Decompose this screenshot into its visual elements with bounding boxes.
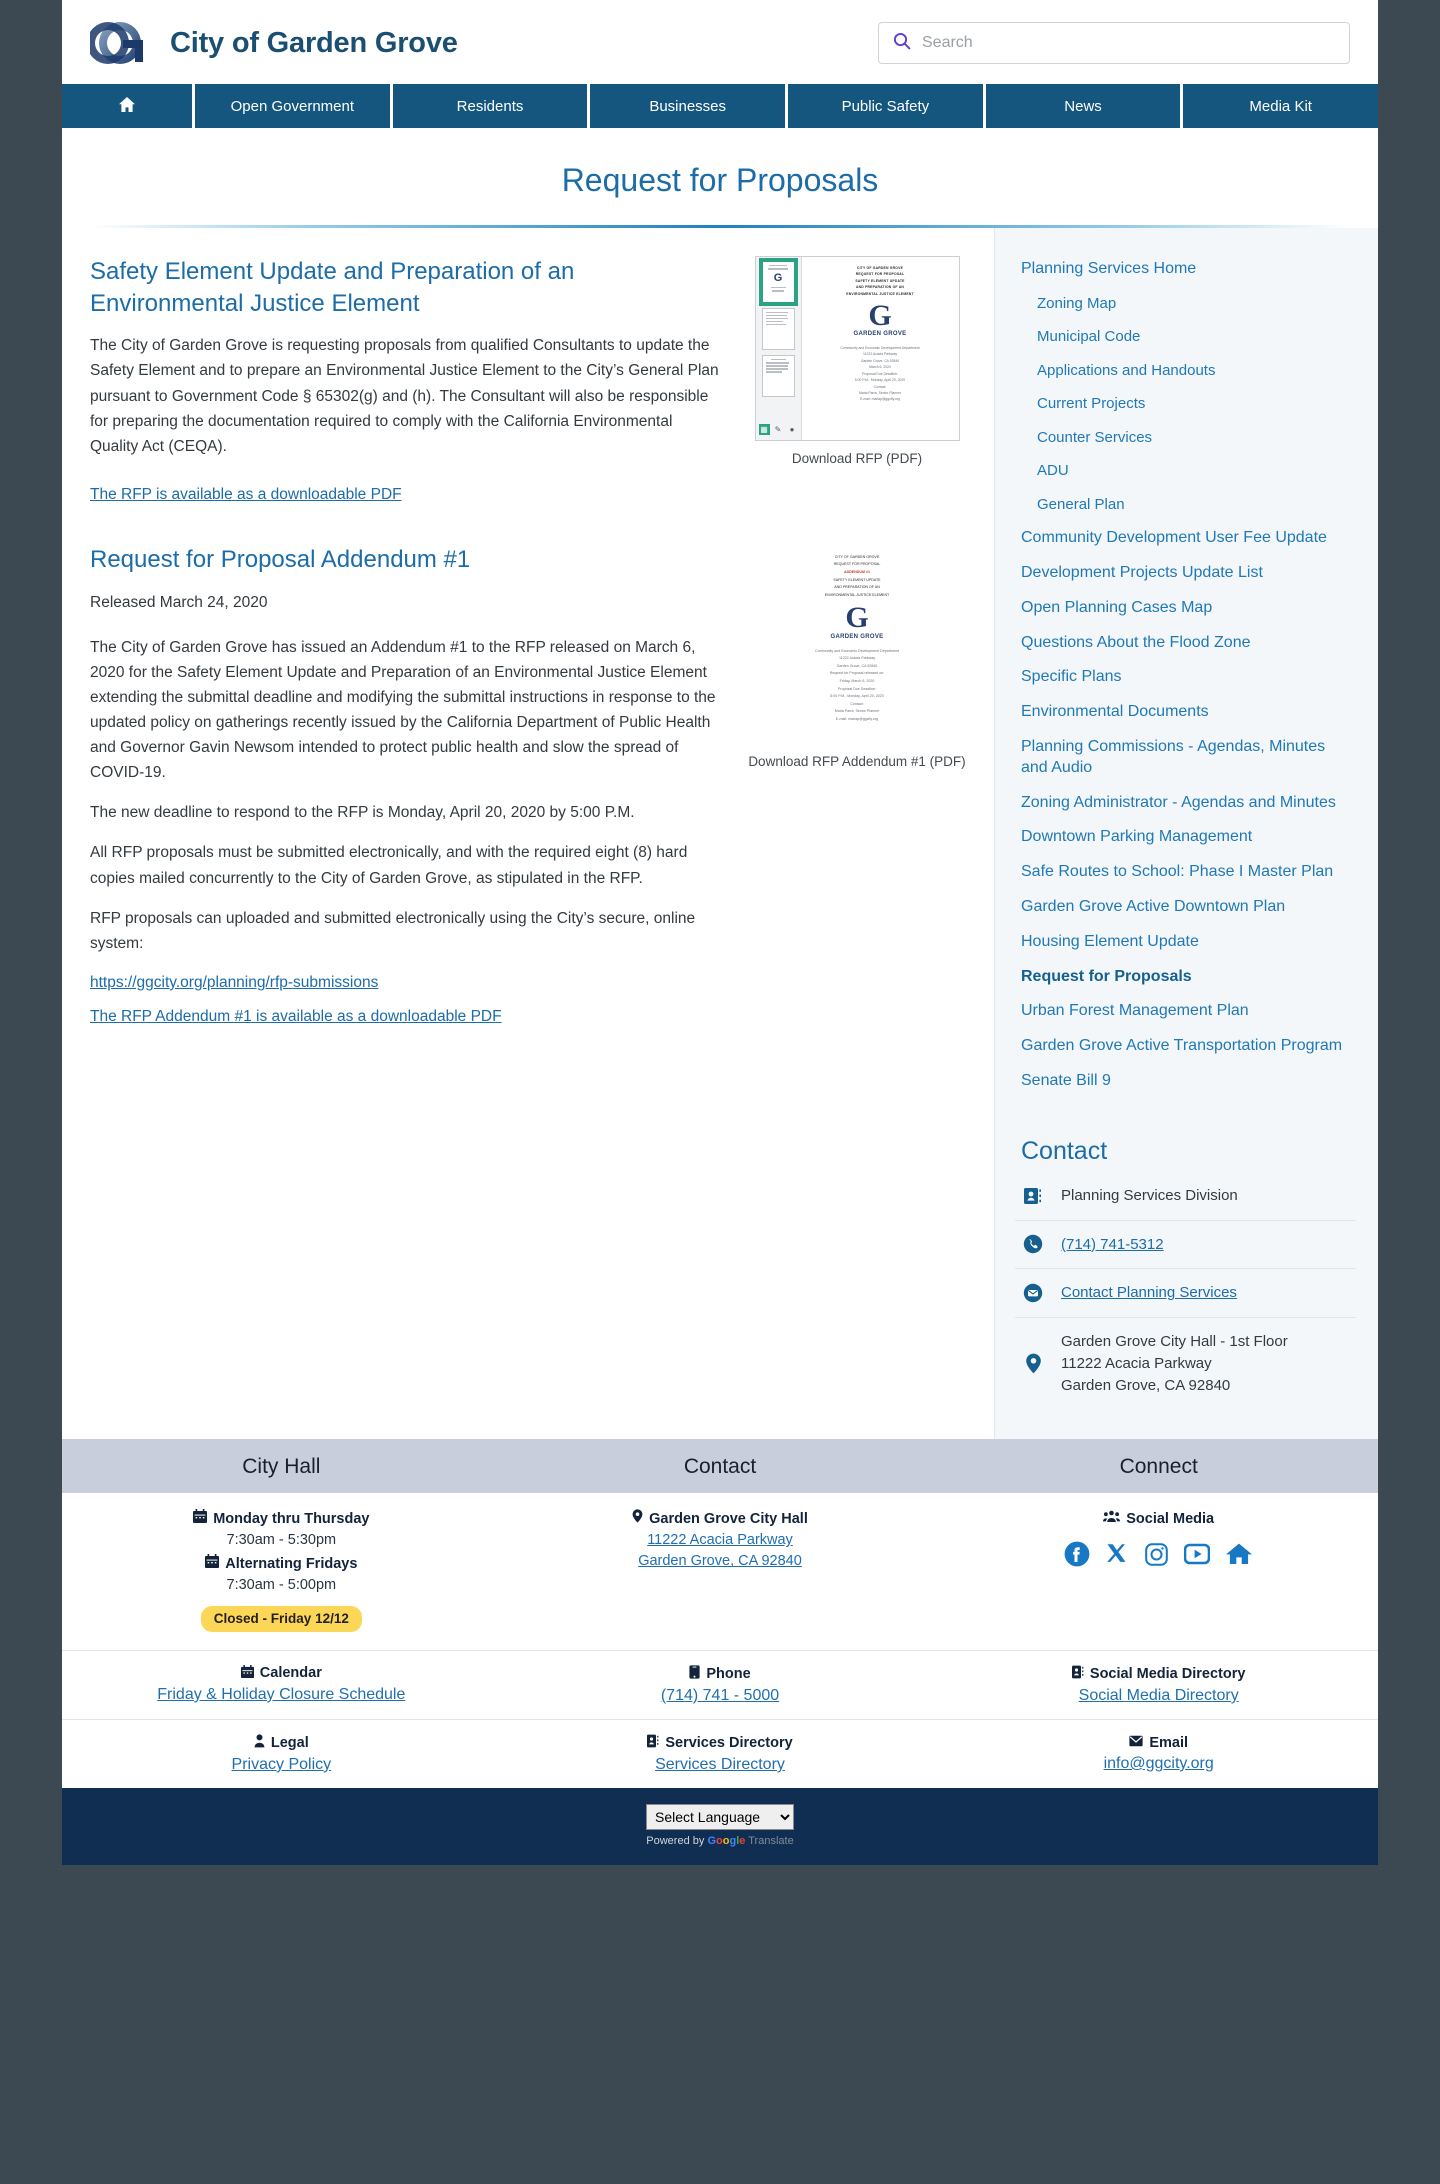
page-bottom-spacer [62, 1865, 1378, 1919]
instagram-icon[interactable] [1144, 1542, 1169, 1574]
sidebar [994, 228, 1378, 1439]
sidebar-item-7[interactable]: General Plan [1037, 495, 1125, 513]
search-container [878, 22, 1350, 64]
list-item [1015, 994, 1356, 1029]
calendar-icon [193, 1509, 207, 1530]
city-logo-icon [90, 18, 156, 68]
pdf-deadline: 5:00 P.M., Monday, April 20, 2020 [854, 378, 906, 383]
sidebar-item-1[interactable]: Zoning Map [1037, 294, 1117, 312]
addendum-line-3: SAFETY ELEMENT UPDATE [833, 577, 881, 582]
list-item [1015, 890, 1356, 925]
calendar-icon [241, 1665, 254, 1682]
footer-calendar-title-row [241, 1665, 322, 1682]
nav-item-1[interactable]: Residents [393, 84, 588, 128]
nav-item-0[interactable]: Open Government [195, 84, 390, 128]
nav-item-4[interactable]: News [986, 84, 1181, 128]
list-item [1015, 786, 1356, 821]
footer-days1 [193, 1509, 369, 1530]
sidebar-item-5[interactable]: Counter Services [1037, 428, 1153, 446]
sidebar-item-23[interactable]: Senate Bill 9 [1021, 1072, 1111, 1090]
page-container [62, 0, 1378, 1439]
article-addendum-paragraph-3: RFP proposals can uploaded and submitted electronically using the City’s secure, online system: [90, 909, 696, 952]
list-item [1015, 591, 1356, 626]
sidebar-item-10[interactable]: Open Planning Cases Map [1021, 598, 1213, 616]
status-badge: Closed - Friday 12/12 [201, 1606, 362, 1632]
sidebar-item-2[interactable]: Municipal Code [1037, 328, 1141, 346]
youtube-icon[interactable] [1184, 1543, 1210, 1572]
footer-services-directory-title-row [647, 1734, 792, 1752]
footer-social-directory-title-row [1072, 1665, 1246, 1683]
list-item [1015, 387, 1356, 421]
contact-phone-row [1015, 1221, 1356, 1270]
footer-email-link[interactable]: info@ggcity.org [1103, 1754, 1214, 1772]
article-addendum [90, 544, 972, 1026]
article-rfp-text [90, 256, 724, 504]
envelope-icon [1021, 1283, 1045, 1303]
content-area [62, 228, 1378, 1439]
contact-phone-link[interactable]: (714) 741-5312 [1061, 1235, 1164, 1253]
pdf-dept: Community and Economic Development Department [840, 345, 920, 350]
sidebar-item-4[interactable]: Current Projects [1037, 395, 1146, 413]
addendum-line-4: AND PREPARATION OF AN [834, 585, 880, 590]
footer-phone-title-row [689, 1665, 750, 1683]
footer-phone-link[interactable]: (714) 741 - 5000 [660, 1686, 780, 1704]
sidebar-contact-title: Contact [1021, 1136, 1108, 1165]
contact-card-icon [1021, 1186, 1045, 1206]
footer-connect-col [939, 1509, 1378, 1632]
article-rfp-thumbnail[interactable] [742, 256, 972, 468]
sidebar-item-18[interactable]: Garden Grove Active Downtown Plan [1021, 898, 1286, 916]
nav-item-3[interactable]: Public Safety [788, 84, 983, 128]
pdf-preview-widget[interactable] [755, 256, 960, 441]
phone-icon [1021, 1234, 1045, 1254]
pdf-more-icon[interactable]: ● [789, 425, 795, 434]
footer-social-directory-link[interactable]: Social Media Directory [1078, 1686, 1239, 1704]
pdf-deadline-label: Proposal Due Deadline: [862, 371, 898, 376]
footer-address-line2[interactable]: Garden Grove, CA 92840 [638, 1553, 802, 1570]
contact-email-row [1015, 1269, 1356, 1318]
addendum-line-2: REQUEST FOR PROPOSAL [833, 562, 881, 567]
phone-icon [689, 1665, 700, 1683]
footer-cityhall-place [632, 1509, 808, 1530]
article-addendum-download-link[interactable]: The RFP Addendum #1 is available as a downloadable PDF [90, 1007, 502, 1025]
nav-home[interactable] [62, 84, 192, 128]
nav-item-5[interactable]: Media Kit [1183, 84, 1378, 128]
sidebar-item-19[interactable]: Housing Element Update [1021, 932, 1199, 950]
footer-address-line1[interactable]: 11222 Acacia Parkway [647, 1532, 793, 1549]
list-item [1015, 521, 1356, 556]
pdf-page-thumb-2[interactable] [762, 308, 795, 350]
list-item [1015, 252, 1356, 287]
contact-address-line3: Garden Grove, CA 92840 [1061, 1376, 1231, 1394]
pdf-line-4: AND PREPARATION OF AN [855, 285, 905, 290]
addendum-doc-preview[interactable] [755, 544, 960, 744]
translate-word: Translate [748, 1834, 794, 1847]
sidebar-item-17[interactable]: Safe Routes to School: Phase I Master Plan [1021, 863, 1334, 881]
addendum-badge: ADDENDUM #1 [844, 569, 870, 574]
footer-email-title-row [1129, 1735, 1188, 1751]
brand-title: City of Garden Grove [170, 26, 458, 59]
pdf-email: E-mail: mariap@ggcity.org [860, 397, 900, 402]
footer-days2-label: Alternating Fridays [225, 1556, 358, 1573]
footer-services-directory-cell [501, 1734, 940, 1774]
home-icon [118, 96, 136, 117]
pdf-page-thumb-1[interactable]: G [762, 261, 795, 303]
sidebar-item-8[interactable]: Community Development User Fee Update [1021, 529, 1327, 547]
sidebar-item-11[interactable]: Questions About the Flood Zone [1021, 633, 1251, 651]
id-card-icon [1072, 1665, 1084, 1683]
footer-link-row-1 [62, 1651, 1378, 1720]
search-icon [893, 32, 911, 55]
list-item [1015, 287, 1356, 321]
footer-main-row [62, 1493, 1378, 1651]
social-icon-row [939, 1541, 1378, 1574]
pdf-toolbar[interactable] [759, 424, 798, 436]
article-addendum-heading: Request for Proposal Addendum #1 [90, 545, 471, 573]
sidebar-item-21[interactable]: Urban Forest Management Plan [1021, 1002, 1249, 1020]
pdf-logo-text: GARDEN GROVE [853, 331, 907, 338]
footer-calendar-title: Calendar [259, 1665, 322, 1682]
footer-social-label: Social Media [1126, 1511, 1215, 1528]
article-addendum-released: Released March 24, 2020 [90, 593, 268, 611]
pdf-date: March 6, 2020 [869, 365, 891, 370]
list-item [1015, 488, 1356, 522]
article-rfp [90, 256, 972, 504]
sidebar-item-0[interactable]: Planning Services Home [1021, 260, 1197, 277]
user-icon [254, 1734, 265, 1752]
addendum-contact-label: Contact: [850, 701, 864, 706]
list-item [1015, 421, 1356, 455]
sidebar-item-22[interactable]: Garden Grove Active Transportation Program [1021, 1037, 1343, 1055]
footer-legal-title-row [254, 1734, 309, 1752]
envelope-icon [1129, 1735, 1143, 1751]
footer-social-label-row [1103, 1509, 1214, 1530]
list-item [1015, 1064, 1356, 1099]
footer-days1-label: Monday thru Thursday [213, 1511, 370, 1528]
article-rfp-download-link[interactable]: The RFP is available as a downloadable PDF [90, 485, 402, 503]
main-navigation [62, 84, 1378, 128]
footer-phone-cell [501, 1665, 940, 1705]
list-item [1015, 695, 1356, 730]
footer-link-row-2 [62, 1720, 1378, 1788]
footer-heading-city-hall: City Hall [242, 1455, 321, 1479]
addendum-dept: Community and Economic Development Department [815, 648, 899, 653]
pdf-pencil-icon[interactable]: ✎ [774, 425, 782, 434]
id-card-icon [647, 1734, 659, 1752]
sidebar-nav-list [1015, 252, 1356, 1099]
language-select[interactable] [646, 1804, 794, 1830]
pdf-contact: Maria Parra, Senior Planner [858, 391, 902, 396]
powered-by-google [62, 1835, 1378, 1847]
article-rfp-thumb-caption: Download RFP (PDF) [791, 451, 923, 466]
pdf-grid-view-icon[interactable]: ▦ [760, 425, 768, 434]
footer-days2 [205, 1554, 357, 1575]
addendum-contact: Maria Parra, Senior Planner [834, 709, 880, 714]
x-twitter-icon[interactable] [1105, 1542, 1129, 1573]
contact-email-link[interactable]: Contact Planning Services [1061, 1284, 1237, 1302]
pdf-page-thumb-3[interactable] [762, 355, 795, 397]
sidebar-item-9[interactable]: Development Projects Update List [1021, 564, 1263, 582]
sidebar-item-6[interactable]: ADU [1037, 462, 1069, 480]
page-title: Request for Proposals [561, 162, 879, 198]
pdf-addr2: Garden Grove, CA 92840 [860, 358, 900, 363]
pdf-line-3: SAFETY ELEMENT UPDATE [855, 278, 905, 283]
sidebar-item-14[interactable]: Planning Commissions - Agendas, Minutes and Audio [1021, 738, 1326, 776]
footer-city-hall-col [62, 1509, 501, 1632]
search-box[interactable] [878, 22, 1350, 64]
contact-address-line1: Garden Grove City Hall - 1st Floor [1061, 1333, 1288, 1351]
footer-services-directory-title: Services Directory [665, 1734, 793, 1751]
list-item [1015, 855, 1356, 890]
contact-division-row [1015, 1172, 1356, 1221]
google-wordmark: Google [707, 1834, 746, 1847]
addendum-deadline-label: Proposal Due Deadline: [838, 686, 876, 691]
contact-division-label: Planning Services Division [1061, 1186, 1238, 1204]
article-addendum-text [90, 544, 724, 1026]
pdf-line-5: ENVIRONMENTAL JUSTICE ELEMENT [846, 291, 914, 296]
footer-phone-title: Phone [706, 1665, 751, 1682]
pdf-line-1: CITY OF GARDEN GROVE [856, 266, 904, 270]
addendum-line-1: CITY OF GARDEN GROVE [834, 554, 880, 559]
addendum-deadline: 5:00 P.M., Monday, April 20, 2020 [830, 694, 884, 699]
contact-address-line2: 11222 Acacia Parkway [1061, 1354, 1212, 1372]
addendum-addr1: 11222 Acacia Parkway [838, 656, 876, 661]
article-rfp-paragraph: The City of Garden Grove is requesting proposals from qualified Consultants to update the Safety Element and to prepare an Environmental Justice Element to the City’s General Plan pursuant to Government Code § 65302(g) and (h). The Consultant will also be responsible for preparing the documentation required to comply with the California Environmental Quality Act (CEQA). [90, 337, 719, 455]
list-item [1015, 960, 1356, 995]
site-brand[interactable] [90, 18, 458, 68]
rfp-submission-url[interactable]: https://ggcity.org/planning/rfp-submissions [90, 973, 379, 991]
article-addendum-paragraph-0: The City of Garden Grove has issued an Addendum #1 to the RFP released on March 6, 2020 for the Safety Element Update and Preparation of an Environmental Justice Element extending the submittal deadline and modifying the submittal instructions in response to the updated policy on gatherings recently issued by the California Department of Public Health and Governor Gavin Newsom intended to protect public health and slow the spread of COVID-19. [90, 638, 716, 782]
article-rfp-heading: Safety Element Update and Preparation of an Environmental Justice Element [90, 258, 575, 317]
site-footer [62, 1439, 1378, 1788]
sidebar-item-16[interactable]: Downtown Parking Management [1021, 828, 1253, 846]
article-addendum-thumb-caption: Download RFP Addendum #1 (PDF) [748, 753, 966, 769]
list-item [1015, 354, 1356, 388]
footer-heading-row [62, 1439, 1378, 1493]
facebook-icon[interactable] [1064, 1541, 1090, 1574]
footer-heading-contact: Contact [683, 1455, 757, 1479]
map-pin-icon [1021, 1353, 1045, 1374]
main-content [62, 228, 994, 1439]
article-addendum-paragraph-1: The new deadline to respond to the RFP is Monday, April 20, 2020 by 5:00 P.M. [90, 804, 635, 822]
translate-bar [62, 1788, 1378, 1865]
list-item [1015, 660, 1356, 695]
people-icon [1103, 1509, 1120, 1530]
search-input[interactable] [922, 34, 1335, 52]
footer-calendar-cell [62, 1665, 501, 1705]
pdf-thumbnail-rail[interactable] [756, 257, 802, 440]
contact-address-row [1015, 1318, 1356, 1409]
list-item [1015, 1029, 1356, 1064]
pdf-logo-icon: G [868, 299, 892, 333]
footer-legal-title: Legal [270, 1734, 309, 1751]
powered-by-label: Powered by [646, 1834, 705, 1847]
site-header [62, 0, 1378, 84]
list-item [1015, 925, 1356, 960]
list-item [1015, 454, 1356, 488]
addendum-email: E-mail: mariap@ggcity.org [835, 716, 879, 721]
footer-services-directory-link[interactable]: Services Directory [655, 1755, 785, 1773]
pdf-contact-label: Contact: [873, 384, 887, 389]
map-pin-icon [632, 1509, 643, 1530]
list-item [1015, 320, 1356, 354]
footer-social-directory-cell [939, 1665, 1378, 1705]
footer-legal-link[interactable]: Privacy Policy [231, 1755, 332, 1773]
article-addendum-thumbnail[interactable] [742, 544, 972, 771]
sidebar-item-request-for-proposals[interactable]: Request for Proposals [1021, 967, 1192, 985]
sidebar-item-15[interactable]: Zoning Administrator - Agendas and Minutes [1021, 793, 1336, 811]
addendum-logo-text: GARDEN GROVE [830, 634, 884, 641]
footer-social-directory-title: Social Media Directory [1089, 1665, 1246, 1682]
list-item [1015, 626, 1356, 661]
pdf-first-page [802, 257, 959, 440]
contact-address [1061, 1331, 1288, 1396]
addendum-addr2: Garden Grove, CA 92840 [836, 663, 878, 668]
footer-heading-connect: Connect [1119, 1455, 1198, 1479]
list-item [1015, 730, 1356, 786]
list-item [1015, 556, 1356, 591]
sidebar-item-12[interactable]: Specific Plans [1021, 668, 1122, 686]
addendum-logo-icon: G [845, 601, 869, 635]
pdf-addr1: 11222 Acacia Parkway [862, 352, 898, 357]
pdf-line-2: REQUEST FOR PROPOSAL [855, 272, 905, 277]
addendum-released: Friday, March 6, 2020 [839, 678, 875, 683]
nextdoor-icon[interactable] [1225, 1542, 1253, 1573]
addendum-released-label: Request for Proposal released on: [829, 671, 885, 676]
footer-legal-cell [62, 1734, 501, 1774]
sidebar-item-13[interactable]: Environmental Documents [1021, 703, 1209, 721]
footer-place-label: Garden Grove City Hall [649, 1511, 808, 1528]
footer-contact-col [501, 1509, 940, 1632]
addendum-line-5: ENVIRONMENTAL JUSTICE ELEMENT [824, 592, 890, 597]
footer-calendar-link[interactable]: Friday & Holiday Closure Schedule [157, 1685, 406, 1703]
nav-item-2[interactable]: Businesses [590, 84, 785, 128]
page-title-section [62, 128, 1378, 228]
sidebar-item-3[interactable]: Applications and Handouts [1037, 361, 1216, 379]
list-item [1015, 820, 1356, 855]
article-addendum-paragraph-2: All RFP proposals must be submitted electronically, and with the required eight (8) hard copies mailed concurrently to the City of Garden Grove, as stipulated in the RFP. [90, 844, 688, 887]
footer-email-cell [939, 1734, 1378, 1774]
footer-email-title: Email [1149, 1734, 1189, 1751]
footer-hours1: 7:30am - 5:30pm [226, 1532, 337, 1549]
footer-hours2: 7:30am - 5:00pm [226, 1577, 337, 1594]
calendar-icon [205, 1554, 219, 1575]
